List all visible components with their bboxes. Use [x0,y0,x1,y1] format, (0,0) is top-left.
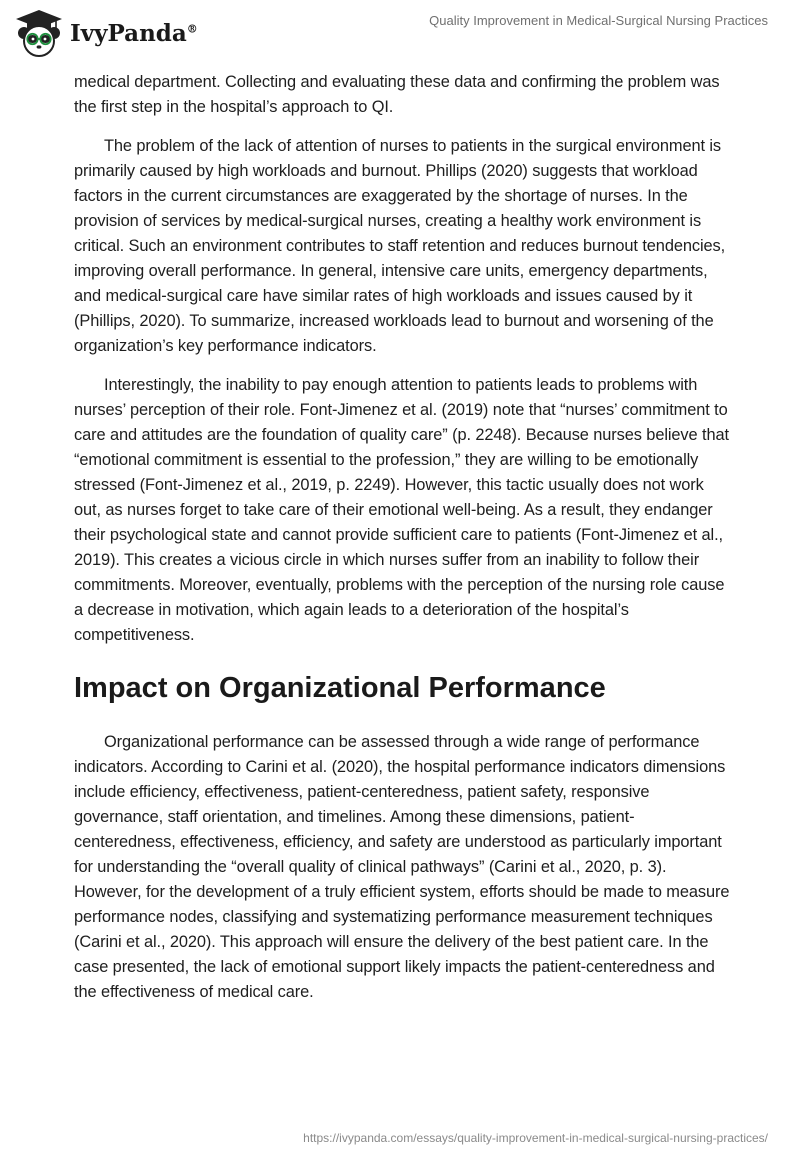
paragraph: medical department. Collecting and evaluating these data and confirming the problem was the first step in the hospital’s approach to QI. [74,73,720,116]
brand-logo[interactable] [12,6,212,62]
page-header [0,0,800,66]
paragraph: The problem of the lack of attention of nurses to patients in the surgical environment is primarily caused by high workloads and burnout. Phillips (2020) suggests that workload factors in the current circumstances are exaggerated by the shortage of nurses. In the provision of services by medical-surgical nurses, creating a healthy work environment is critical. Such an environment contributes to staff retention and reduces burnout tendencies, improving overall performance. In general, intensive care units, emergency departments, and medical-surgical care have similar rates of high workloads and issues caused by it (Phillips, 2020). To summarize, increased workloads lead to burnout and worsening of the organization’s key performance indicators. [74,137,726,355]
paragraph: Interestingly, the inability to pay enough attention to patients leads to problems with nurses’ perception of their role. Font-Jimenez et al. (2019) note that “nurses’ commitment to care and attitudes are the foundation of quality care” (p. 2248). Because nurses believe that “emotional commitment is essential to the profession,” they are willing to be emotionally stressed (Font-Jimenez et al., 2019, p. 2249). However, this tactic usually does not work out, as nurses forget to take care of their emotional well-being. As a result, they endanger their psychological state and cannot provide sufficient care to patients (Font-Jimenez et al., 2019). This creates a vicious circle in which nurses suffer from an inability to follow their commitments. Moreover, eventually, problems with the perception of the nursing role cause a decrease in motivation, which again leads to a deterioration of the hospital’s competitiveness. [74,376,729,644]
panda-graduate-icon [12,6,66,60]
section-heading: Impact on Organizational Performance [74,672,606,704]
source-url[interactable]: https://ivypanda.com/essays/quality-improvement-in-medical-surgical-nursing-practices/ [303,1131,768,1145]
document-title: Quality Improvement in Medical-Surgical Nursing Practices [429,13,768,28]
brand-name: IvyPanda® [70,20,198,47]
essay-body [74,70,734,1019]
registered-mark: ® [186,22,198,36]
paragraph: Organizational performance can be assessed through a wide range of performance indicators. According to Carini et al. (2020), the hospital performance indicators dimensions include efficiency, effectiveness, patient-centeredness, patient safety, responsive governance, staff orientation, and timelines. Among these dimensions, patient-centeredness, effectiveness, efficiency, and safety are understood as particularly important for understanding the “overall quality of clinical pathways” (Carini et al., 2020, p. 3). However, for the development of a truly efficient system, efforts should be made to measure performance nodes, classifying and systematizing performance measurement techniques (Carini et al., 2020). This approach will ensure the delivery of the best patient care. In the case presented, the lack of emotional support likely impacts the patient-centeredness and the effectiveness of medical care. [74,733,730,1001]
